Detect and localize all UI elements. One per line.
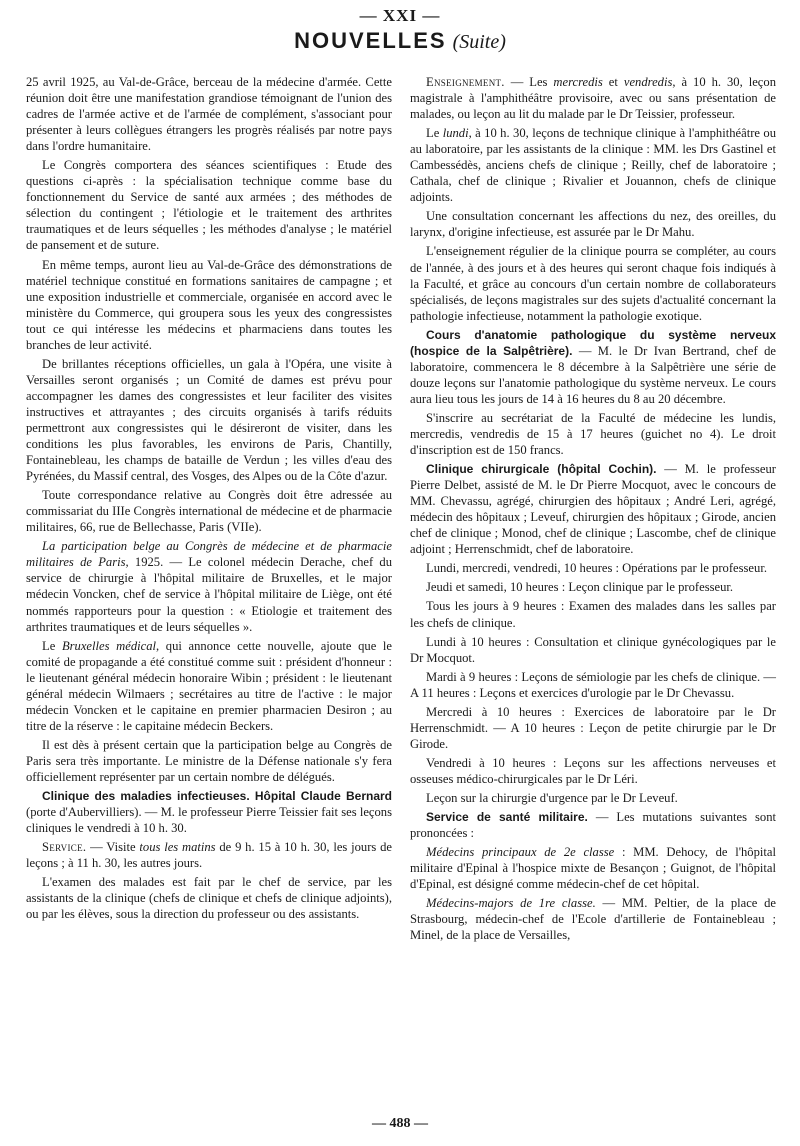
paragraph [410,598,776,630]
paragraph [410,461,776,557]
body-text: Le Congrès comportera des séances scientifiques : Etude des questions ci-après : la spécialisation technique comme base du fonctionnement du Service de santé aux armées ; des méthodes de sélection du contingent ; l'étiologie et le traitement des arthrites traumatiques et de leurs séquelles ; les méthodes d'analyse ; le matériel de pansement et de suture. [26,158,392,253]
body-text: Leçon sur la chirurgie d'urgence par le Dr Leveuf. [426,790,678,805]
paragraph [26,487,392,535]
body-text: De brillantes réceptions officielles, un gala à l'Opéra, une visite à Versailles seront organisés ; un Comité de dames est prévu pour accompagner les dames des congressistes et leur faciliter des visites instructives et attrayantes ; des circuits organisés à tarifs réduits permettront aux congressistes qui le désireront de visiter, dans les conditions les plus favorables, les environs de Paris, Chantilly, Fontainebleau, les champs de bataille de Verdun ; les villes d'eau des Pyrénées, du Massif central, des Vosges, des Alpes ou de la Côte d'azur. [26,356,392,484]
paragraph [410,669,776,701]
bold-heading: Cours d'anatomie pathologique du système nerveux (hospice de la Salpêtrière). [410,327,776,358]
italic-text: lundi [442,126,469,141]
section-title [0,28,800,54]
paragraph [26,737,392,785]
paragraph [26,257,392,353]
body-text: , à 10 h. 30, leçon magistrale à l'amphithéâtre provisoire, avec ou sans présentation de malades, ou leçon au lit du malade par le Dr Teissier, professeur. [410,75,776,122]
italic-text: La participation belge au Congrès de médecine et de pharmacie militaires de Paris, [26,539,392,570]
paragraph [26,356,392,484]
body-text: Lundi à 10 heures : Consultation et clinique gynécologiques par le Dr Mocquot. [410,634,776,665]
italic-text: mercredis [553,75,603,89]
body-text: Lundi, mercredi, vendredi, 10 heures : Opérations par le professeur. [426,561,767,576]
text-columns [26,74,776,1114]
body-text: : MM. Dehocy, de l'hôpital militaire d'Epinal à l'hospice mixte de Besançon ; Guignot, de l'hôpital d'Epinal, est désigné comme médecin-chef de cet hôpital. [410,845,776,892]
body-text: Jeudi et samedi, 10 heures : Leçon clinique par le professeur. [426,580,734,595]
right-column [410,74,776,1114]
paragraph [410,755,776,787]
body-text: En même temps, auront lieu au Val-de-Grâce des démonstrations de matériel technique constitué en formations sanitaires de campagne ; et une exposition industrielle et commerciale, organisée en accord avec le ministère du Commerce, qui groupera sous les yeux des congressistes tout ce qui intéresse les médecins et pharmaciens dans toutes les branches de leur activité. [26,257,392,352]
paragraph [410,579,776,595]
bold-heading: Service de santé militaire. [426,810,588,825]
body-text: — M. le Dr Ivan Bertrand, chef de laboratoire, commencera le 8 décembre à la Salpêtrière une série de douze leçons sur l'anatomie pathologique du système nerveux. Le cours aura lieu tous les jours de 14 à 16 heures du 8 au 20 décembre. [410,343,776,406]
italic-text: tous les matins [139,840,216,855]
body-text: L'examen des malades est fait par le chef de service, par les assistants de la clinique (chefs de clinique et chefs de clinique adjoints), ou par les élèves, sous la direction du professeur ou des assistants. [26,875,392,922]
small-caps-heading: Enseignement. [426,75,505,89]
paragraph [410,125,776,205]
body-text: Mercredi à 10 heures : Exercices de laboratoire par le Dr Herrenschmidt. — A 10 heures : Leçon de petite chirurgie par le Dr Girode. [410,704,776,751]
body-text: Tous les jours à 9 heures : Examen des malades dans les salles par les chefs de clinique. [410,599,776,630]
paragraph [410,809,776,841]
section-title-suite: (Suite) [452,31,506,53]
body-text: Toute correspondance relative au Congrès doit être adressée au commissariat du IIIe Congrès international de médecine et de pharmacie militaires, 66, rue de Bellechasse, Paris (VIIe). [26,488,392,535]
body-text: Mardi à 9 heures : Leçons de sémiologie par les chefs de clinique. — A 11 heures : Leçons et exercices d'urologie par le Dr Chevassu. [410,669,776,700]
body-text: 25 avril 1925, au Val-de-Grâce, berceau de la médecine d'armée. Cette réunion doit être une manifestation grandiose témoignant de l'union des cadres de l'armée active et de l'armée de complément, s'associant pour présenter à leurs collègues étrangers les progrès réalisés par notre pays dans l'ordre humanitaire. [26,75,392,154]
paragraph [26,157,392,253]
body-text: (porte d'Aubervilliers). — M. le professeur Pierre Teissier fait ses leçons cliniques le vendredi à 10 h. 30. [26,805,392,836]
section-title-text: NOUVELLES [294,28,447,53]
body-text: — Visite [86,840,140,855]
paragraph [410,74,776,122]
paragraph [26,638,392,734]
body-text: de 9 h. 15 à 10 h. 30, les jours de leçons ; à 11 h. 30, les autres jours. [26,840,392,871]
body-text: , qui annonce cette nouvelle, ajoute que le comité de propagande a été constitué comme suit : président d'honneur : le lieutenant général médecin honoraire Wibin ; président : le lieutenant général médecin Wilmaers ; secrétaires au titre de l'active : le major médecin Voncken et le capitaine en premier pharmacien Desiron ; au titre de la réserve : le capitaine médecin Beckers. [26,638,393,733]
body-text: L'enseignement régulier de la clinique pourra se compléter, au cours de l'année, à des jours et à des heures qui seront chaque fois indiqués à la Faculté, et grâce au concours d'un certain nombre de collaborateurs spécialisés, de leçons magistrales sur des sujets d'actualité concernant la pathologie infectieuse, notamment la pathologie exotique. [410,244,776,323]
body-text: Une consultation concernant les affections du nez, des oreilles, du larynx, d'origine infectieuse, est assurée par le Dr Mahu. [410,209,776,240]
bold-heading: Clinique chirurgicale (hôpital Cochin). [426,462,657,477]
paragraph [410,208,776,240]
paragraph [410,410,776,458]
italic-text: Médecins-majors de 1re classe. [426,896,596,911]
paragraph [410,704,776,752]
paragraph [410,243,776,323]
paragraph [26,538,392,634]
paragraph [410,327,776,407]
paragraph [26,874,392,922]
body-text: — M. le professeur Pierre Delbet, assisté de M. le Dr Pierre Mocquot, avec le concours de MM. Chevassu, agrégé, chirurgien des hôpitaux ; André Leri, agrégé, médecin des hôpitaux ; Leveuf, chirurgien des hôpitaux ; Girode, ancien chef de clinique ; Monod, chef de clinique ; Lascombe, chef de clinique adjoint ; Herrenschmidt, chef de laboratoire. [410,462,776,557]
body-text: Il est dès à présent certain que la participation belge au Congrès de Paris sera très importante. Le ministre de la Défense nationale s'y fera officiellement représenter par un certain nombre de délégués. [26,737,392,784]
paragraph [410,560,776,576]
body-text: — Les [504,75,554,89]
paragraph [26,74,392,154]
paragraph [410,844,776,892]
body-text: et [602,75,624,89]
body-text: — MM. Peltier, de la place de Strasbourg, médecin-chef de l'Ecole d'artillerie de Fontainebleau ; Minel, de la place de Versailles, [410,896,777,943]
lead-text: Le [42,638,62,653]
page-header [0,6,800,54]
paragraph [26,788,392,836]
body-text: Vendredi à 10 heures : Leçons sur les affections nerveuses et osseuses médico-chirurgicales par le Dr Léri. [410,755,776,786]
italic-text: vendredis [623,75,673,89]
italic-text: Médecins principaux de 2e classe [426,845,615,860]
paragraph [410,634,776,666]
lead-text: Le [426,126,443,141]
bold-heading: Clinique des maladies infectieuses. Hôpital Claude Bernard [42,789,392,804]
paragraph [410,790,776,806]
page-number-footer: — 488 — [372,1116,428,1131]
body-text: 1925. — Le colonel médecin Derache, chef du service de chirurgie à l'hôpital militaire de Bruxelles, et le major médecin Voncken, chef de service à l'hôpital militaire de Liège, ont été nommés rapporteurs pour la question : « Etiologie et traitement des arthrites traumatiques et de leurs séquelles ». [26,555,393,634]
paragraph [26,839,392,871]
left-column [26,74,392,1114]
paragraph [410,895,776,943]
body-text: , à 10 h. 30, leçons de technique clinique à l'amphithéâtre ou au laboratoire, par les assistants de la clinique : MM. les Drs Gastinel et Cambessédès, anciens chefs de clinique ; Reilly, chef de laboratoire ; Cathala, chef de clinique ; Rivalier et Jouannon, chefs de clinique adjoints. [410,126,776,205]
body-text: S'inscrire au secrétariat de la Faculté de médecine les lundis, mercredis, vendredis de 15 à 17 heures (guichet no 4). Le droit d'inscription est de 150 francs. [410,410,776,458]
roman-page-number: — XXI — [359,6,441,25]
italic-text: Bruxelles médical [61,638,157,653]
small-caps-heading: Service. [42,840,87,855]
body-text: — Les mutations suivantes sont prononcées : [410,810,776,841]
